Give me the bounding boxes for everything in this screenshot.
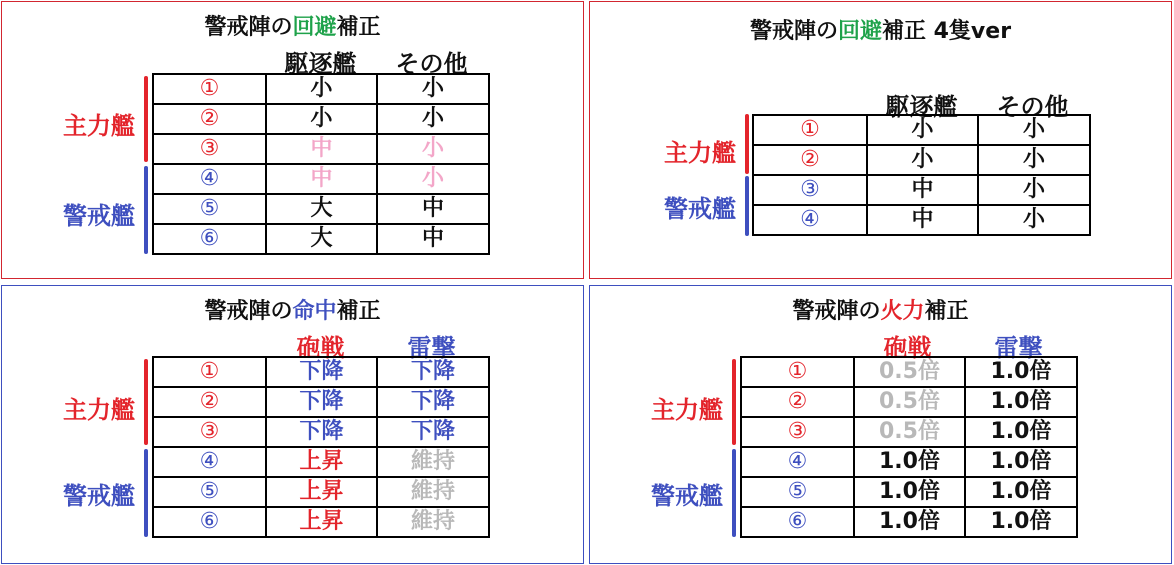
firepower-panel: [589, 285, 1172, 564]
cell-col2: 小: [978, 115, 1090, 145]
cell-col2: 維持: [377, 477, 489, 507]
cell-col2: 小: [377, 164, 489, 194]
row-number: ④: [153, 164, 266, 194]
row-number: ②: [753, 145, 867, 175]
cell-col2: 1.0倍: [965, 447, 1077, 477]
evasion-4ship-table: [752, 114, 1091, 236]
cell-col2: 小: [377, 74, 489, 104]
table-row: [153, 74, 489, 104]
cell-col1: 上昇: [266, 507, 377, 537]
row-number: ⑥: [741, 507, 854, 537]
cell-col2: 1.0倍: [965, 357, 1077, 387]
cell-col2: 下降: [377, 417, 489, 447]
accuracy-title: 警戒陣の命中補正: [204, 299, 381, 324]
cell-col1: 1.0倍: [854, 507, 965, 537]
evasion-table: [152, 73, 490, 255]
cell-col2: 1.0倍: [965, 387, 1077, 417]
table-row: [753, 115, 1090, 145]
firepower-table: [740, 356, 1078, 538]
cell-col2: 1.0倍: [965, 477, 1077, 507]
cell-col2: 1.0倍: [965, 507, 1077, 537]
main-group-label: 主力艦: [651, 396, 723, 424]
guard-group-bar: [144, 166, 148, 254]
cell-col2: 小: [978, 175, 1090, 205]
col-header-torpedo: 雷撃: [994, 334, 1043, 362]
table-row: [153, 134, 489, 164]
table-row: [153, 357, 489, 387]
main-group-label: 主力艦: [63, 396, 135, 424]
row-number: ①: [153, 74, 266, 104]
col-header-torpedo: 雷撃: [407, 334, 456, 362]
main-group-bar: [745, 114, 749, 174]
row-number: ④: [753, 205, 867, 235]
row-number: ③: [753, 175, 867, 205]
guard-group-label: 警戒艦: [63, 202, 135, 230]
cell-col1: 上昇: [266, 477, 377, 507]
row-number: ⑤: [741, 477, 854, 507]
cell-col1: 中: [867, 175, 978, 205]
cell-col1: 小: [867, 115, 978, 145]
guard-group-bar: [732, 449, 736, 537]
firepower-title: 警戒陣の火力補正: [792, 299, 969, 324]
cell-col1: 0.5倍: [854, 417, 965, 447]
row-number: ③: [741, 417, 854, 447]
main-group-label: 主力艦: [63, 112, 135, 140]
accuracy-table: [152, 356, 490, 538]
cell-col1: 大: [266, 194, 377, 224]
cell-col1: 中: [867, 205, 978, 235]
cell-col2: 維持: [377, 507, 489, 537]
row-number: ③: [153, 417, 266, 447]
cell-col1: 大: [266, 224, 377, 254]
row-number: ⑤: [153, 477, 266, 507]
table-row: [753, 175, 1090, 205]
table-row: [741, 417, 1077, 447]
row-number: ①: [753, 115, 867, 145]
col-header-shelling: 砲戦: [883, 334, 932, 362]
cell-col1: 下降: [266, 417, 377, 447]
table-row: [753, 145, 1090, 175]
col-header-shelling: 砲戦: [296, 334, 345, 362]
cell-col1: 0.5倍: [854, 357, 965, 387]
cell-col1: 小: [867, 145, 978, 175]
col-header-other: その他: [996, 93, 1069, 121]
cell-col1: 小: [266, 74, 377, 104]
main-group-bar: [732, 359, 736, 445]
cell-col1: 上昇: [266, 447, 377, 477]
cell-col2: 小: [377, 104, 489, 134]
row-number: ②: [741, 387, 854, 417]
table-row: [153, 164, 489, 194]
cell-col2: 1.0倍: [965, 417, 1077, 447]
row-number: ⑤: [153, 194, 266, 224]
evasion-title: 警戒陣の回避補正: [204, 15, 381, 40]
cell-col2: 下降: [377, 357, 489, 387]
table-row: [153, 447, 489, 477]
evasion-4ship-title: 警戒陣の回避補正 4隻ver: [749, 19, 1012, 44]
cell-col1: 中: [266, 164, 377, 194]
cell-col1: 小: [266, 104, 377, 134]
guard-group-bar: [144, 449, 148, 537]
table-row: [153, 224, 489, 254]
row-number: ①: [741, 357, 854, 387]
table-row: [741, 357, 1077, 387]
row-number: ④: [153, 447, 266, 477]
cell-col1: 下降: [266, 387, 377, 417]
table-row: [153, 387, 489, 417]
cell-col1: 1.0倍: [854, 447, 965, 477]
table-row: [153, 417, 489, 447]
col-header-destroyer: 駆逐艦: [885, 93, 958, 121]
table-row: [741, 507, 1077, 537]
table-row: [153, 194, 489, 224]
row-number: ①: [153, 357, 266, 387]
row-number: ③: [153, 134, 266, 164]
cell-col2: 小: [377, 134, 489, 164]
cell-col2: 下降: [377, 387, 489, 417]
main-group-bar: [144, 76, 148, 162]
row-number: ⑥: [153, 507, 266, 537]
col-header-destroyer: 駆逐艦: [284, 50, 357, 78]
cell-col1: 0.5倍: [854, 387, 965, 417]
guard-group-label: 警戒艦: [63, 482, 135, 510]
row-number: ②: [153, 387, 266, 417]
cell-col1: 中: [266, 134, 377, 164]
table-row: [153, 477, 489, 507]
cell-col1: 下降: [266, 357, 377, 387]
table-row: [153, 104, 489, 134]
main-group-label: 主力艦: [664, 139, 736, 167]
cell-col1: 1.0倍: [854, 477, 965, 507]
guard-group-label: 警戒艦: [664, 195, 736, 223]
table-row: [741, 477, 1077, 507]
table-row: [741, 387, 1077, 417]
accuracy-panel: [1, 285, 584, 564]
col-header-other: その他: [395, 50, 468, 78]
main-group-bar: [144, 359, 148, 445]
table-row: [741, 447, 1077, 477]
cell-col2: 小: [978, 205, 1090, 235]
guard-group-bar: [745, 176, 749, 236]
cell-col2: 維持: [377, 447, 489, 477]
row-number: ②: [153, 104, 266, 134]
evasion-panel: [1, 1, 584, 279]
cell-col2: 中: [377, 194, 489, 224]
row-number: ⑥: [153, 224, 266, 254]
table-row: [753, 205, 1090, 235]
guard-group-label: 警戒艦: [651, 482, 723, 510]
table-row: [153, 507, 489, 537]
cell-col2: 小: [978, 145, 1090, 175]
evasion-4ship-panel: [589, 1, 1172, 279]
cell-col2: 中: [377, 224, 489, 254]
row-number: ④: [741, 447, 854, 477]
